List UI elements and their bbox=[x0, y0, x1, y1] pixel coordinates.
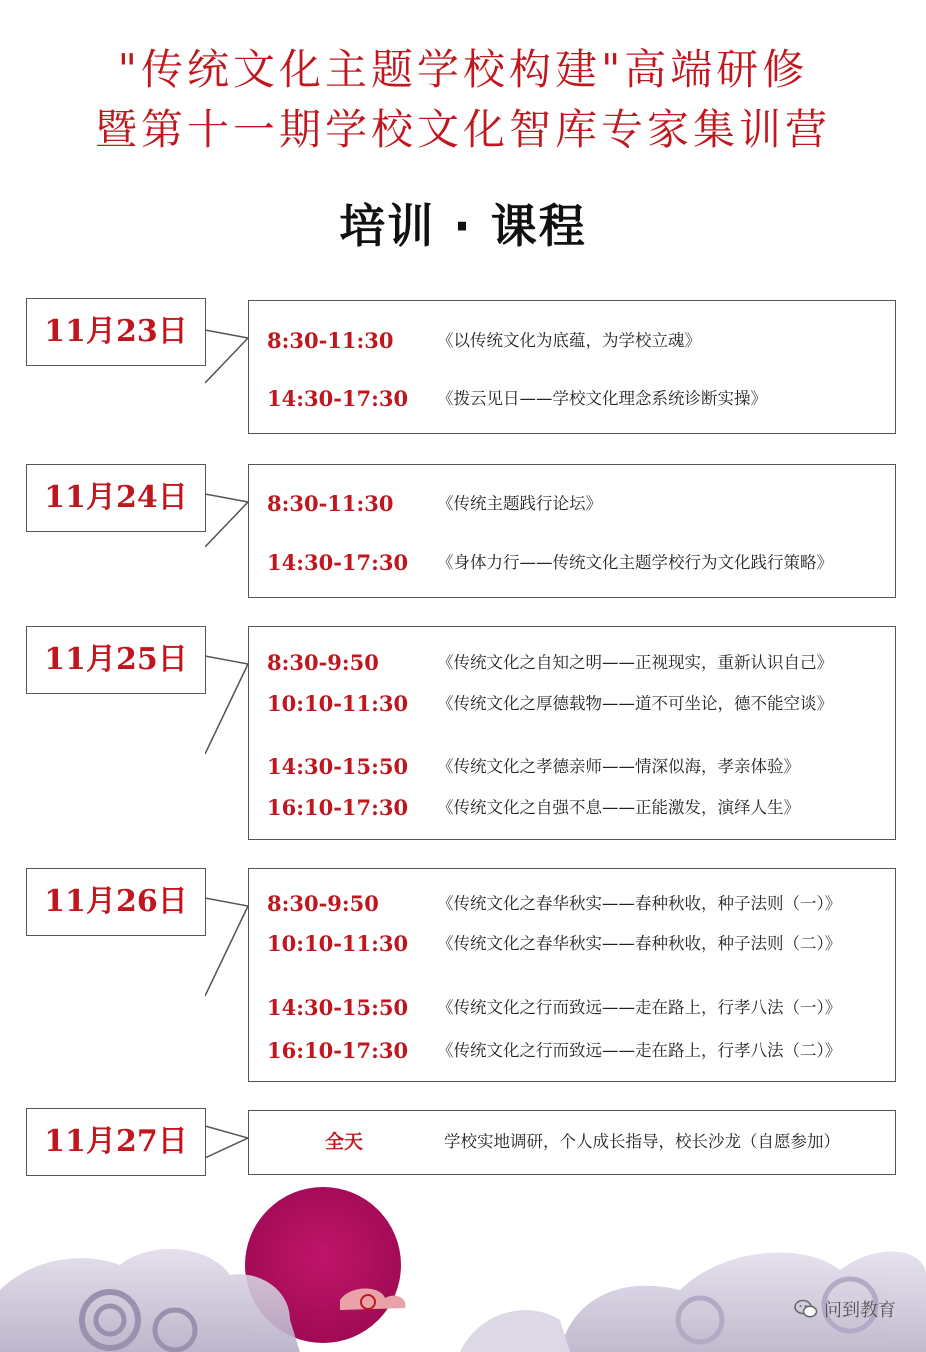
page-subtitle: 培训 · 课程 bbox=[339, 199, 587, 253]
session-time: 8:30-11:30 bbox=[267, 328, 394, 353]
speech-pointer-icon bbox=[205, 464, 251, 594]
watermark-text: 问到教育 bbox=[824, 1300, 896, 1321]
title-line-2: 暨第十一期学校文化智库专家集训营 bbox=[94, 105, 831, 154]
session-time: 8:30-9:50 bbox=[267, 650, 379, 675]
session-course: 《传统文化之行而致远——走在路上，行孝八法（二）》 bbox=[437, 1041, 842, 1060]
session-course: 《拨云见日——学校文化理念系统诊断实操》 bbox=[437, 389, 767, 408]
session-course: 学校实地调研，个人成长指导，校长沙龙（自愿参加） bbox=[444, 1132, 840, 1151]
session-row bbox=[249, 752, 895, 782]
session-course: 《传统文化之孝德亲师——情深似海，孝亲体验》 bbox=[437, 757, 800, 776]
session-time: 16:10-17:30 bbox=[267, 1038, 409, 1063]
speech-pointer-icon bbox=[205, 300, 251, 430]
session-row bbox=[249, 648, 895, 678]
schedule-box bbox=[248, 300, 896, 434]
schedule-box bbox=[248, 464, 896, 598]
session-time: 10:10-11:30 bbox=[267, 931, 409, 956]
session-row bbox=[249, 929, 895, 959]
date-label: 11月23日 bbox=[26, 298, 206, 366]
session-row bbox=[249, 1036, 895, 1066]
session-row bbox=[249, 326, 895, 356]
session-row bbox=[249, 689, 895, 719]
session-course: 《身体力行——传统文化主题学校行为文化践行策略》 bbox=[437, 553, 833, 572]
schedule-box bbox=[248, 626, 896, 840]
session-course: 《传统文化之厚德载物——道不可坐论，德不能空谈》 bbox=[437, 694, 833, 713]
session-course: 《传统文化之自强不息——正能激发，演绎人生》 bbox=[437, 798, 800, 817]
session-time: 14:30-17:30 bbox=[267, 386, 409, 411]
session-row bbox=[249, 993, 895, 1023]
session-time: 14:30-15:50 bbox=[267, 995, 409, 1020]
session-time: 8:30-9:50 bbox=[267, 891, 379, 916]
session-time: 14:30-17:30 bbox=[267, 550, 409, 575]
session-time: 14:30-15:50 bbox=[267, 754, 409, 779]
session-time: 全天 bbox=[324, 1131, 363, 1153]
session-course: 《传统文化之行而致远——走在路上，行孝八法（一）》 bbox=[437, 998, 842, 1017]
date-label: 11月25日 bbox=[26, 626, 206, 694]
session-row bbox=[249, 793, 895, 823]
session-course: 《传统主题践行论坛》 bbox=[437, 494, 602, 513]
speech-pointer-icon bbox=[205, 868, 251, 1068]
session-course: 《传统文化之自知之明——正视现实，重新认识自己》 bbox=[437, 653, 833, 672]
session-time: 10:10-11:30 bbox=[267, 691, 409, 716]
schedule-box bbox=[248, 868, 896, 1082]
date-label: 11月27日 bbox=[26, 1108, 206, 1176]
decorative-sun-clouds bbox=[0, 1180, 926, 1352]
session-course: 《传统文化之春华秋实——春种秋收，种子法则（二）》 bbox=[437, 934, 842, 953]
wechat-icon bbox=[794, 1299, 818, 1319]
session-course: 《传统文化之春华秋实——春种秋收，种子法则（一）》 bbox=[437, 894, 842, 913]
title-line-1: "传统文化主题学校构建"高端研修 bbox=[117, 45, 809, 94]
session-row bbox=[249, 1127, 895, 1157]
session-course: 《以传统文化为底蕴，为学校立魂》 bbox=[437, 331, 701, 350]
session-row bbox=[249, 384, 895, 414]
session-row bbox=[249, 489, 895, 519]
speech-pointer-icon bbox=[205, 1110, 251, 1180]
schedule-box bbox=[248, 1110, 896, 1175]
session-time: 8:30-11:30 bbox=[267, 491, 394, 516]
watermark bbox=[794, 1296, 896, 1322]
speech-pointer-icon bbox=[205, 626, 251, 826]
date-label: 11月26日 bbox=[26, 868, 206, 936]
session-time: 16:10-17:30 bbox=[267, 795, 409, 820]
date-label: 11月24日 bbox=[26, 464, 206, 532]
session-row bbox=[249, 548, 895, 578]
session-row bbox=[249, 889, 895, 919]
